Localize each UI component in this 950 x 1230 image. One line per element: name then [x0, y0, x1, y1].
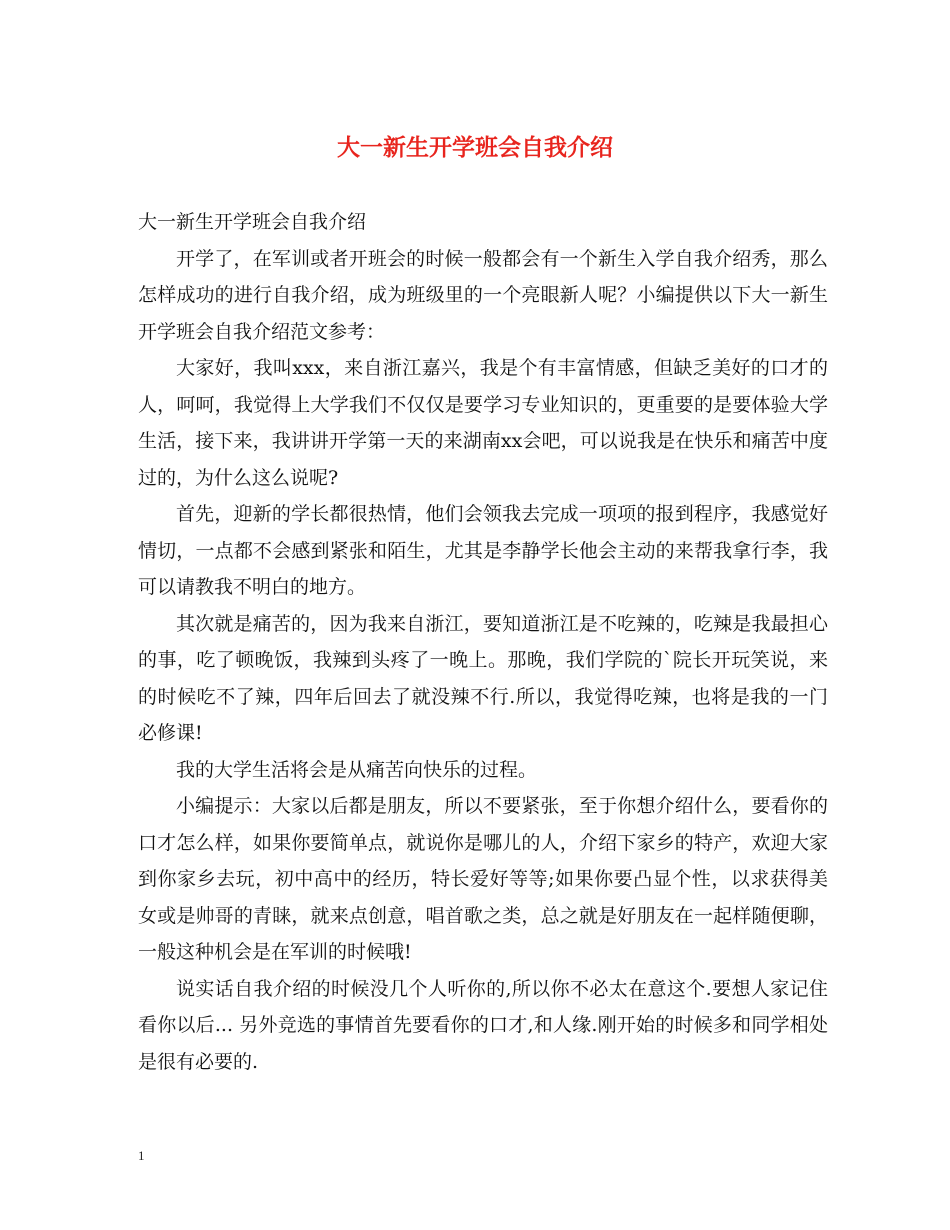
document-title: 大一新生开学班会自我介绍	[337, 134, 613, 161]
document-subtitle: 大一新生开学班会自我介绍	[138, 211, 367, 233]
paragraph-second: 其次就是痛苦的，因为我来自浙江，要知道浙江是不吃辣的，吃辣是我最担心的事，吃了顿晚饭，我辣到头疼了一晚上。那晚，我们学院的`院长开玩笑说，来的时候吃不了辣，四年后回去了就没辣不行.所以，我觉得吃辣，也将是我的一门必修课!	[138, 612, 828, 744]
page-number: 1	[138, 1148, 145, 1163]
paragraph-conclusion: 我的大学生活将会是从痛苦向快乐的过程。	[176, 758, 538, 781]
paragraph-first: 首先，迎新的学长都很热情，他们会领我去完成一项项的报到程序，我感觉好情切，一点都不会感到紧张和陌生，尤其是李静学长他会主动的来帮我拿行李，我可以请教我不明白的地方。	[138, 503, 828, 598]
paragraph-intro: 开学了，在军训或者开班会的时候一般都会有一个新生入学自我介绍秀，那么怎样成功的进行自我介绍，成为班级里的一个亮眼新人呢？小编提供以下大一新生开学班会自我介绍范文参考：	[138, 247, 828, 343]
paragraph-greeting: 大家好，我叫xxx，来自浙江嘉兴，我是个有丰富情感，但缺乏美好的口才的人，呵呵，我觉得上大学我们不仅仅是要学习专业知识的，更重要的是要体验大学生活，接下来，我讲讲开学第一天的来湖南xx会吧，可以说我是在快乐和痛苦中度过的，为什么这么说呢?	[138, 357, 828, 489]
document-body	[138, 204, 828, 1080]
paragraph-advice: 说实话自我介绍的时候没几个人听你的,所以你不必太在意这个.要想人家记住看你以后... 另外竞选的事情首先要看你的口才,和人缘.刚开始的时候多和同学相处是很有必要的.	[138, 977, 828, 1073]
paragraph-tip: 小编提示：大家以后都是朋友，所以不要紧张，至于你想介绍什么，要看你的口才怎么样，如果你要简单点，就说你是哪儿的人，介绍下家乡的特产，欢迎大家到你家乡去玩，初中高中的经历，特长爱好等等;如果你要凸显个性，以求获得美女或是帅哥的青睐，就来点创意，唱首歌之类，总之就是好朋友在一起样随便聊，一般这种机会是在军训的时候哦!	[138, 795, 828, 963]
